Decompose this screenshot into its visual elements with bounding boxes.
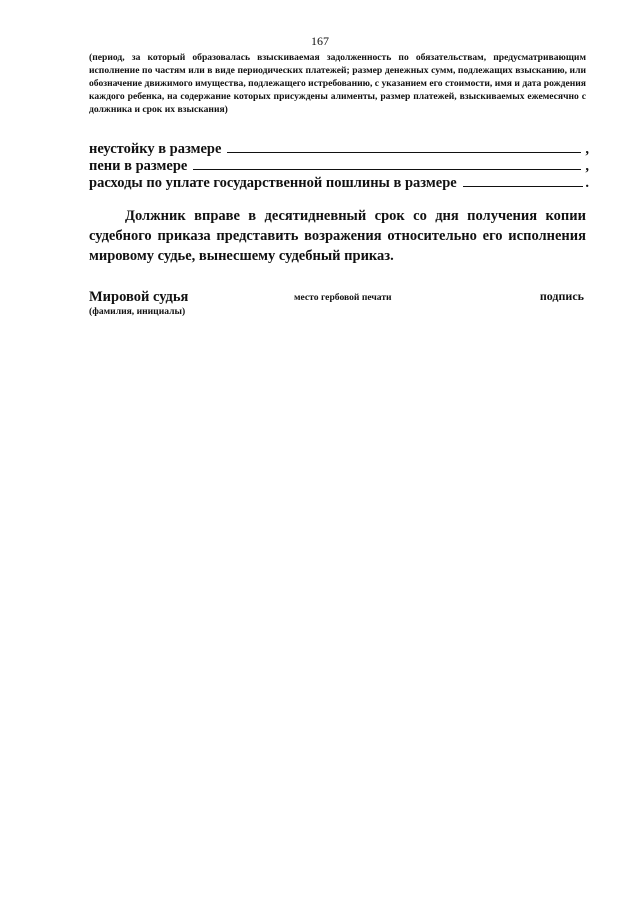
fine-blank-line (193, 157, 581, 170)
state-fee-label: расходы по уплате государственной пошлины в размере (89, 175, 457, 191)
signature-block (89, 289, 586, 329)
page-number: 167 (311, 34, 329, 48)
instruction-note: (период, за который образовалась взыскиваемая задолженность по обязательствам, предусматривающим исполнение по частям или в виде периодических платежей; размер денежных сумм, подлежащих взысканию, или обозначение движимого имущества, подлежащего истребованию, с указанием его стоимости, имя и дата рождения каждого ребенка, на содержание которых присуждены алименты, размер платежей, взыскиваемых ежемесячно с должника и срок их взыскания) (89, 52, 586, 115)
stamp-place-label: место гербовой печати (294, 292, 392, 303)
penalty-label: неустойку в размере (89, 141, 222, 157)
penalty-line-end: , (585, 141, 589, 157)
state-fee-line-end: . (585, 175, 589, 191)
state-fee-blank-line (463, 174, 584, 187)
judge-name-hint: (фамилия, инициалы) (89, 306, 186, 317)
fine-line-end: , (585, 158, 589, 174)
penalty-line (89, 140, 589, 158)
state-fee-line (89, 174, 589, 192)
signature-label: подпись (539, 289, 584, 303)
penalty-blank-line (227, 140, 581, 153)
fine-line (89, 157, 589, 175)
judge-title: Мировой судья (89, 289, 189, 305)
fine-label: пени в размере (89, 158, 188, 174)
debtor-notice: Должник вправе в десятидневный срок со дня получения копии судебного приказа представить возражения относительно его исполнения мировому судье, вынесшему судебный приказ. (89, 208, 586, 264)
